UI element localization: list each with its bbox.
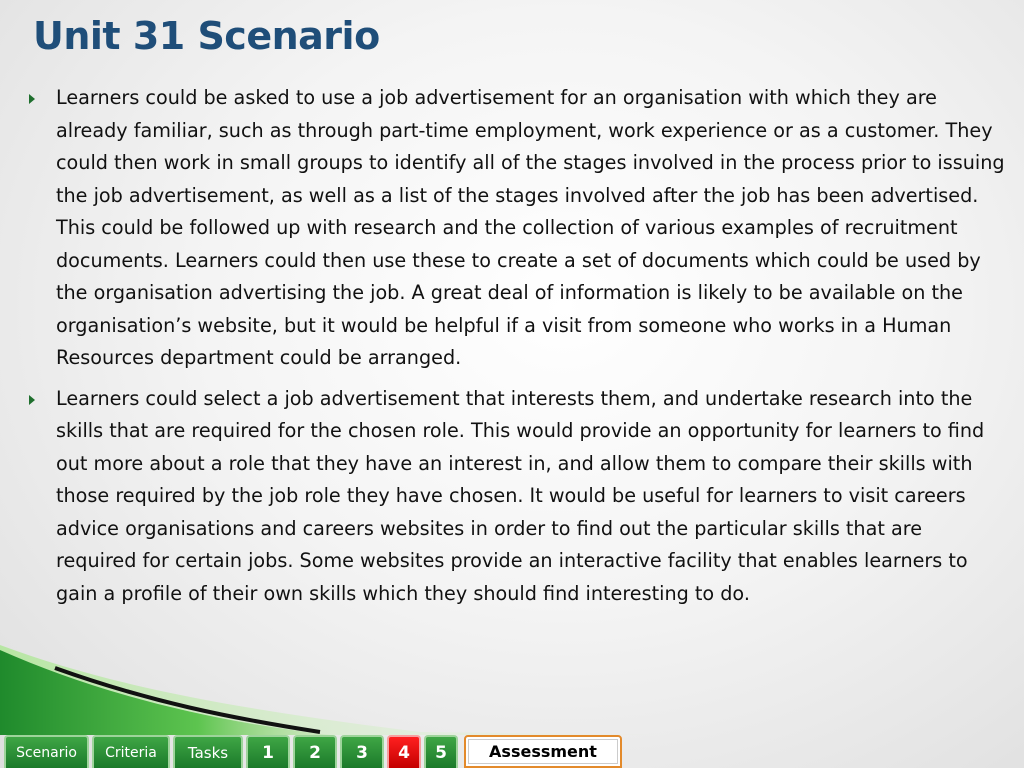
nav-criteria-button[interactable]: Criteria	[92, 735, 170, 768]
nav-task-3-button[interactable]: 3	[340, 735, 384, 768]
slide-content	[22, 82, 1007, 618]
bullet-item	[22, 82, 1007, 375]
bullet-text: Learners could select a job advertisement that interests them, and undertake research into the skills that are required for the chosen role. This would provide an opportunity for learners to find out more about a role that they have an interest in, and allow them to compare their skills with those required by the job role they have chosen. It would be useful for learners to visit careers advice organisations and careers websites in order to find out the particular skills that are required for certain jobs. Some websites provide an interactive facility that enables learners to gain a profile of their own skills which they should find interesting to do.	[56, 386, 985, 605]
nav-assessment-button[interactable]: Assessment	[464, 735, 622, 768]
nav-task-4-button[interactable]: 4	[387, 735, 421, 768]
bullet-item	[22, 383, 1007, 611]
triangle-right-icon	[29, 94, 35, 104]
bullet-text: Learners could be asked to use a job advertisement for an organisation with which they are already familiar, such as through part-time employment, work experience or as a customer. They could then work in small groups to identify all of the stages involved in the process prior to issuing the job advertisement, as well as a list of the stages involved after the job has been advertised. This could be followed up with research and the collection of various examples of recruitment documents. Learners could then use these to create a set of documents which could be used by the organisation advertising the job. A great deal of information is likely to be available on the organisation’s website, but it would be helpful if a visit from someone who works in a Human Resources department could be arranged.	[56, 86, 1005, 369]
triangle-right-icon	[29, 395, 35, 405]
slide-title: Unit 31 Scenario	[33, 14, 380, 58]
nav-task-5-button[interactable]: 5	[424, 735, 458, 768]
nav-scenario-button[interactable]: Scenario	[4, 735, 89, 768]
nav-task-1-button[interactable]: 1	[246, 735, 290, 768]
nav-tasks-button[interactable]: Tasks	[173, 735, 243, 768]
navigation-bar	[4, 735, 622, 768]
nav-task-2-button[interactable]: 2	[293, 735, 337, 768]
